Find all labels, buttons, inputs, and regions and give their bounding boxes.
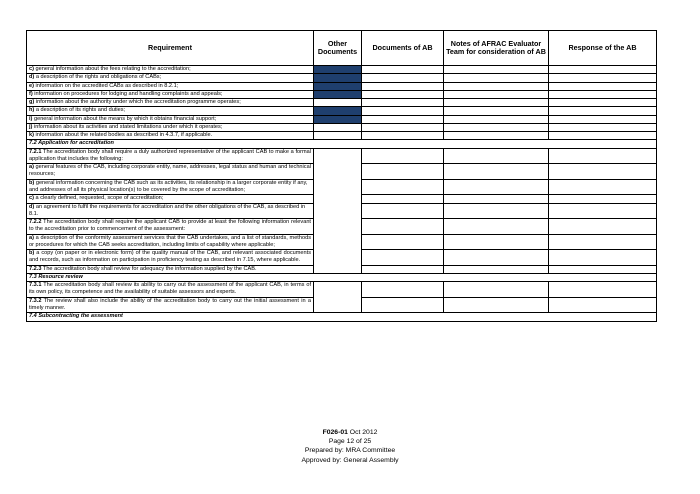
documents-of-ab-cell[interactable] bbox=[362, 132, 444, 140]
table-row bbox=[27, 74, 657, 82]
other-documents-cell bbox=[314, 82, 362, 90]
notes-cell[interactable] bbox=[444, 219, 549, 235]
other-documents-cell bbox=[314, 74, 362, 82]
requirement-cell bbox=[27, 282, 314, 298]
notes-cell[interactable] bbox=[444, 132, 549, 140]
documents-of-ab-cell[interactable] bbox=[362, 203, 444, 219]
item-text: The accreditation body shall review for adequacy the information supplied by the CAB. bbox=[41, 265, 257, 272]
section-heading: 7.4 Subcontracting the assessment bbox=[27, 313, 657, 321]
item-text: information about the related bodies as described in 4.3.7, if applicable. bbox=[33, 132, 213, 139]
table-row bbox=[27, 82, 657, 90]
notes-cell[interactable] bbox=[444, 90, 549, 98]
response-cell[interactable] bbox=[549, 90, 657, 98]
table-row bbox=[27, 99, 657, 107]
item-text: general information about the fees relating to the accreditation; bbox=[33, 66, 191, 72]
notes-cell[interactable] bbox=[444, 297, 549, 313]
response-cell[interactable] bbox=[549, 148, 657, 164]
footer-doc-date: Oct 2012 bbox=[347, 429, 378, 436]
item-text: general information about the means by which it obtains financial support; bbox=[32, 115, 217, 122]
table-row bbox=[27, 123, 657, 131]
notes-cell[interactable] bbox=[444, 195, 549, 203]
table-row bbox=[27, 90, 657, 98]
table-row bbox=[27, 66, 657, 74]
notes-cell[interactable] bbox=[444, 203, 549, 219]
documents-of-ab-cell[interactable] bbox=[362, 90, 444, 98]
item-key: b) bbox=[29, 179, 35, 186]
item-text: The accreditation body shall require the applicant CAB to provide at least the following information relevant to the accreditation prior to commencement of the assessment: bbox=[29, 219, 311, 233]
item-text: The review shall also include the ability of the accreditation body to carry out the initial assessment in a timely manner. bbox=[29, 297, 311, 311]
requirement-cell bbox=[27, 179, 314, 195]
requirement-cell bbox=[27, 203, 314, 219]
header-requirement: Requirement bbox=[27, 31, 314, 66]
documents-of-ab-cell[interactable] bbox=[362, 82, 444, 90]
header-response-of-ab: Response of the AB bbox=[549, 31, 657, 66]
documents-of-ab-cell[interactable] bbox=[362, 66, 444, 74]
requirement-cell bbox=[27, 107, 314, 115]
item-key: h) bbox=[29, 107, 35, 114]
response-cell[interactable] bbox=[549, 74, 657, 82]
notes-cell[interactable] bbox=[444, 234, 549, 250]
item-text: a description of its rights and duties; bbox=[34, 107, 126, 114]
requirement-cell bbox=[27, 265, 314, 273]
requirement-cell bbox=[27, 219, 314, 235]
table-row bbox=[27, 107, 657, 115]
response-cell[interactable] bbox=[549, 132, 657, 140]
section-row bbox=[27, 273, 657, 281]
requirement-cell bbox=[27, 74, 314, 82]
item-text: information about its activities and stated limitations under which it operates; bbox=[32, 123, 223, 130]
response-cell[interactable] bbox=[549, 265, 657, 273]
footer-approved-by: Approved by: General Assembly bbox=[301, 456, 399, 464]
requirement-cell bbox=[27, 82, 314, 90]
other-documents-cell bbox=[314, 66, 362, 74]
requirement-cell bbox=[27, 123, 314, 131]
item-key: a) bbox=[29, 164, 34, 171]
documents-of-ab-cell[interactable] bbox=[362, 282, 444, 298]
table-row bbox=[27, 115, 657, 123]
notes-cell[interactable] bbox=[444, 82, 549, 90]
requirement-cell bbox=[27, 164, 314, 180]
item-text: a copy (on paper or in electronic form) of the quality manual of the CAB, and relevant associated documents and records, such as information on participation in proficiency testing as described in 7.15, where applicable. bbox=[29, 250, 311, 264]
item-text: an agreement to fulfil the requirements for accreditation and the other obligations of the CAB, as described in 8.1. bbox=[29, 203, 306, 217]
item-text: a description of the rights and obligations of CABs; bbox=[34, 74, 162, 81]
header-notes-afrac: Notes of AFRAC Evaluator Team for consideration of AB bbox=[444, 31, 549, 66]
documents-of-ab-cell[interactable] bbox=[362, 265, 444, 273]
response-cell[interactable] bbox=[549, 99, 657, 107]
item-text: information on the accredited CABs as described in 8.2.1; bbox=[33, 82, 179, 89]
item-key: c) bbox=[29, 195, 34, 202]
footer-doc-code: F026-01 bbox=[322, 429, 348, 436]
item-key: b) bbox=[29, 250, 35, 257]
footer-page-number: Page 12 of 25 bbox=[328, 438, 372, 446]
section-heading: 7.2 Application for accreditation bbox=[27, 140, 657, 148]
item-text: information on procedures for lodging and handling complaints and appeals; bbox=[32, 90, 223, 97]
item-key: j) bbox=[29, 123, 33, 130]
notes-cell[interactable] bbox=[444, 265, 549, 273]
response-cell[interactable] bbox=[549, 250, 657, 266]
response-cell[interactable] bbox=[549, 107, 657, 115]
item-key: f) bbox=[29, 90, 33, 97]
page-footer bbox=[0, 428, 700, 465]
requirement-cell bbox=[27, 115, 314, 123]
response-cell[interactable] bbox=[549, 282, 657, 298]
item-key: e) bbox=[29, 82, 34, 89]
response-cell[interactable] bbox=[549, 164, 657, 180]
item-text: The accreditation body shall review its ability to carry out the assessment of the applicant CAB, in terms of its own policy, its competence and the availability of suitable assessors and experts. bbox=[29, 282, 311, 296]
notes-cell[interactable] bbox=[444, 282, 549, 298]
response-cell[interactable] bbox=[549, 66, 657, 74]
documents-of-ab-cell[interactable] bbox=[362, 164, 444, 180]
response-cell[interactable] bbox=[549, 82, 657, 90]
requirement-cell bbox=[27, 250, 314, 266]
notes-cell[interactable] bbox=[444, 107, 549, 115]
notes-cell[interactable] bbox=[444, 74, 549, 82]
documents-of-ab-cell[interactable] bbox=[362, 123, 444, 131]
response-cell[interactable] bbox=[549, 234, 657, 250]
item-text: general information concerning the CAB such as its activities, its relationship in a larger corporate entity if any, and addresses of all its physical location(s) to be covered by the scope of accreditation; bbox=[29, 179, 308, 193]
item-text: a description of the conformity assessment services that the CAB undertakes, and a list of standards, methods or procedures for which the CAB seeks accreditation, including limits of capability where applicable; bbox=[29, 234, 311, 248]
notes-cell[interactable] bbox=[444, 115, 549, 123]
notes-cell[interactable] bbox=[444, 179, 549, 195]
table-row bbox=[27, 132, 657, 140]
response-cell[interactable] bbox=[549, 219, 657, 235]
other-documents-cell[interactable] bbox=[314, 132, 362, 140]
item-text: information about the authority under which the accreditation programme operates; bbox=[34, 99, 241, 106]
item-key: i) bbox=[29, 115, 33, 122]
item-key: d) bbox=[29, 74, 35, 81]
other-documents-cell bbox=[314, 115, 362, 123]
item-key: 7.2.2 bbox=[29, 219, 42, 226]
item-text: general features of the CAB, including corporate entity, name, addresses, legal status and human and technical resources; bbox=[29, 164, 311, 178]
requirement-cell bbox=[27, 234, 314, 250]
documents-of-ab-cell[interactable] bbox=[362, 179, 444, 195]
requirements-table bbox=[26, 30, 657, 322]
item-key: k) bbox=[29, 132, 34, 139]
section-row bbox=[27, 140, 657, 148]
table-row bbox=[27, 148, 657, 164]
other-documents-cell bbox=[314, 90, 362, 98]
table-row bbox=[27, 282, 657, 298]
notes-cell[interactable] bbox=[444, 99, 549, 107]
response-cell[interactable] bbox=[549, 179, 657, 195]
requirement-cell bbox=[27, 148, 314, 164]
requirement-cell bbox=[27, 195, 314, 203]
response-cell[interactable] bbox=[549, 297, 657, 313]
notes-cell[interactable] bbox=[444, 123, 549, 131]
table-header-row bbox=[27, 31, 657, 66]
item-key: 7.3.2 bbox=[29, 297, 42, 304]
footer-doc-line bbox=[0, 428, 700, 437]
item-text: a clearly defined, requested, scope of accreditation; bbox=[33, 195, 164, 202]
response-cell[interactable] bbox=[549, 203, 657, 219]
footer-prepared-by: Prepared by: MRA Committee bbox=[304, 447, 396, 455]
other-documents-cell[interactable] bbox=[314, 99, 362, 107]
other-documents-cell[interactable] bbox=[314, 123, 362, 131]
header-documents-of-ab: Documents of AB bbox=[362, 31, 444, 66]
item-key: 7.2.3 bbox=[29, 265, 42, 272]
response-cell[interactable] bbox=[549, 115, 657, 123]
notes-cell[interactable] bbox=[444, 66, 549, 74]
other-documents-cell[interactable] bbox=[314, 148, 362, 273]
section-heading: 7.3 Resource review bbox=[27, 273, 657, 281]
documents-of-ab-cell[interactable] bbox=[362, 219, 444, 235]
header-other-documents: Other Documents bbox=[314, 31, 362, 66]
item-key: g) bbox=[29, 99, 35, 106]
notes-cell[interactable] bbox=[444, 250, 549, 266]
section-row bbox=[27, 313, 657, 321]
requirement-cell bbox=[27, 297, 314, 313]
other-documents-cell[interactable] bbox=[314, 282, 362, 313]
notes-cell[interactable] bbox=[444, 164, 549, 180]
documents-of-ab-cell[interactable] bbox=[362, 297, 444, 313]
item-text: The accreditation body shall require a duly authorized representative of the applicant CAB to make a formal application that includes the following: bbox=[29, 148, 311, 162]
item-key: a) bbox=[29, 234, 34, 241]
response-cell[interactable] bbox=[549, 123, 657, 131]
requirement-cell bbox=[27, 66, 314, 74]
item-key: c) bbox=[29, 66, 34, 72]
notes-cell[interactable] bbox=[444, 148, 549, 164]
requirement-cell bbox=[27, 90, 314, 98]
documents-of-ab-cell[interactable] bbox=[362, 234, 444, 250]
documents-of-ab-cell[interactable] bbox=[362, 74, 444, 82]
item-key: 7.3.1 bbox=[29, 282, 42, 289]
item-key: 7.2.1 bbox=[29, 148, 42, 155]
documents-of-ab-cell[interactable] bbox=[362, 99, 444, 107]
item-key: d) bbox=[29, 203, 35, 210]
documents-of-ab-cell[interactable] bbox=[362, 250, 444, 266]
requirement-cell bbox=[27, 132, 314, 140]
documents-of-ab-cell[interactable] bbox=[362, 115, 444, 123]
documents-of-ab-cell[interactable] bbox=[362, 107, 444, 115]
documents-of-ab-cell[interactable] bbox=[362, 148, 444, 164]
documents-of-ab-cell[interactable] bbox=[362, 195, 444, 203]
other-documents-cell bbox=[314, 107, 362, 115]
response-cell[interactable] bbox=[549, 195, 657, 203]
requirement-cell bbox=[27, 99, 314, 107]
